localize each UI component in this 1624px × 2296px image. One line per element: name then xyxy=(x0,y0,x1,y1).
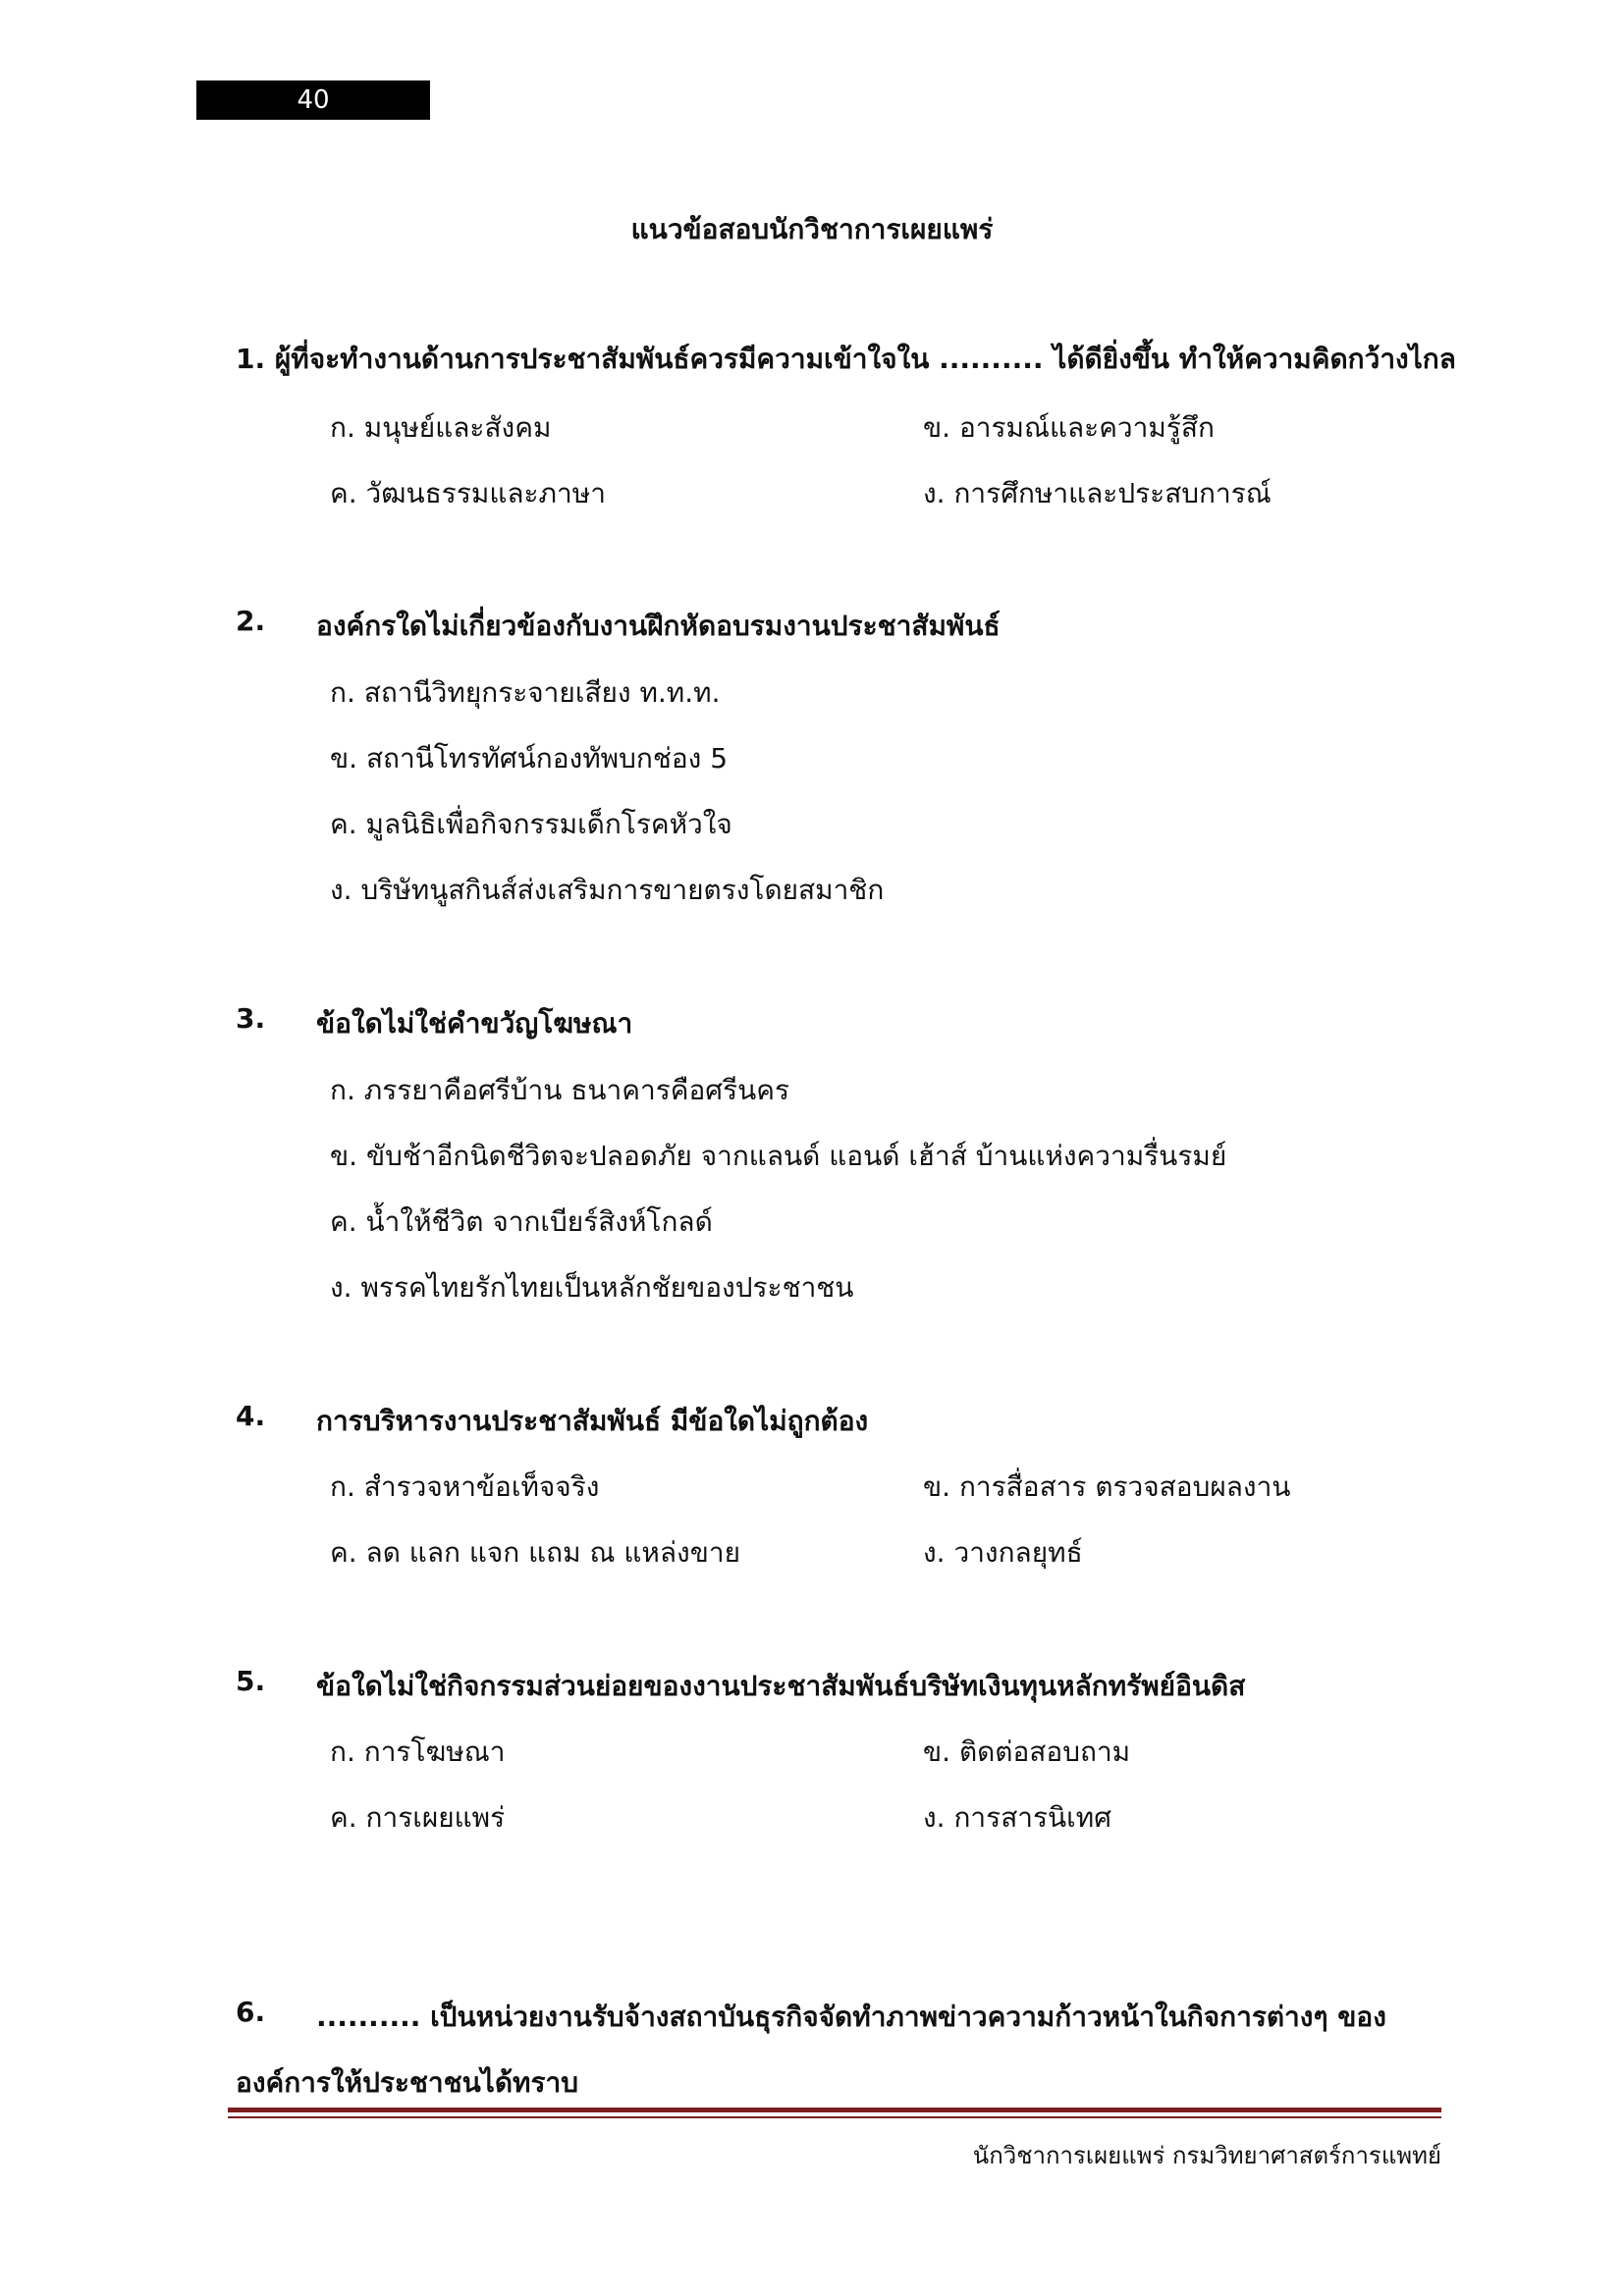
option-d: ง. วางกลยุทธ์ xyxy=(923,1536,1083,1569)
question-number: 6. xyxy=(236,1996,266,2028)
page-title: แนวข้อสอบนักวิชาการเผยแพร่ xyxy=(630,213,994,245)
question-number: 3. xyxy=(236,1002,266,1035)
question-number: 2. xyxy=(236,605,266,637)
option-a: ก. การโฆษณา xyxy=(330,1735,506,1768)
footer-text: นักวิชาการเผยแพร่ กรมวิทยาศาสตร์การแพทย์ xyxy=(972,2142,1441,2169)
question-number: 1. xyxy=(236,343,266,375)
question-stem-continued: องค์การให้ประชาชนได้ทราบ xyxy=(236,2066,579,2099)
option-b: ข. การสื่อสาร ตรวจสอบผลงาน xyxy=(923,1470,1291,1503)
question-stem: ข้อใดไม่ใช่กิจกรรมส่วนย่อยของงานประชาสัมพันธ์บริษัทเงินทุนหลักทรัพย์อินดิส xyxy=(316,1670,1246,1702)
footer-divider xyxy=(228,2108,1441,2112)
option-b: ข. อารมณ์และความรู้สึก xyxy=(923,411,1215,444)
option-a: ก. ภรรยาคือศรีบ้าน ธนาคารคือศรีนคร xyxy=(330,1074,790,1106)
option-d: ง. การสารนิเทศ xyxy=(923,1801,1111,1834)
option-d: ง. การศึกษาและประสบการณ์ xyxy=(923,477,1272,509)
page-number-box xyxy=(196,80,430,120)
option-b: ข. ขับช้าอีกนิดชีวิตจะปลอดภัย จากแลนด์ แอนด์ เฮ้าส์ บ้านแห่งความรื่นรมย์ xyxy=(330,1140,1227,1172)
page-number: 40 xyxy=(297,85,330,115)
option-b: ข. ติดต่อสอบถาม xyxy=(923,1735,1131,1768)
question-stem: ผู้ที่จะทำงานด้านการประชาสัมพันธ์ควรมีความเข้าใจใน .......... ได้ดียิ่งขึ้น ทำให้ความคิดกว้างไกล xyxy=(274,343,1456,375)
option-a: ก. สถานีวิทยุกระจายเสียง ท.ท.ท. xyxy=(330,676,721,709)
question-number: 4. xyxy=(236,1400,266,1432)
question-stem: องค์กรใดไม่เกี่ยวข้องกับงานฝึกหัดอบรมงานประชาสัมพันธ์ xyxy=(316,610,1001,642)
question-stem: ข้อใดไม่ใช่คำขวัญโฆษณา xyxy=(316,1007,633,1040)
option-b: ข. สถานีโทรทัศน์กองทัพบกช่อง 5 xyxy=(330,742,729,774)
option-d: ง. พรรคไทยรักไทยเป็นหลักชัยของประชาชน xyxy=(330,1271,854,1304)
option-a: ก. มนุษย์และสังคม xyxy=(330,411,552,444)
footer-divider-thin xyxy=(228,2116,1441,2118)
option-c: ค. การเผยแพร่ xyxy=(330,1801,506,1834)
question-stem: การบริหารงานประชาสัมพันธ์ มีข้อใดไม่ถูกต้อง xyxy=(316,1405,869,1437)
option-c: ค. มูลนิธิเพื่อกิจกรรมเด็กโรคหัวใจ xyxy=(330,808,732,840)
question-stem: .......... เป็นหน่วยงานรับจ้างสถาบันธุรกิจจัดทำภาพข่าวความก้าวหน้าในกิจการต่างๆ ของ xyxy=(316,2001,1386,2033)
option-a: ก. สำรวจหาข้อเท็จจริง xyxy=(330,1470,600,1503)
option-c: ค. ลด แลก แจก แถม ณ แหล่งขาย xyxy=(330,1536,740,1569)
option-c: ค. น้ำให้ชีวิต จากเบียร์สิงห์โกลด์ xyxy=(330,1205,713,1238)
option-c: ค. วัฒนธรรมและภาษา xyxy=(330,477,606,509)
question-number: 5. xyxy=(236,1665,266,1697)
option-d: ง. บริษัทนูสกินส์ส่งเสริมการขายตรงโดยสมาชิก xyxy=(330,874,885,906)
